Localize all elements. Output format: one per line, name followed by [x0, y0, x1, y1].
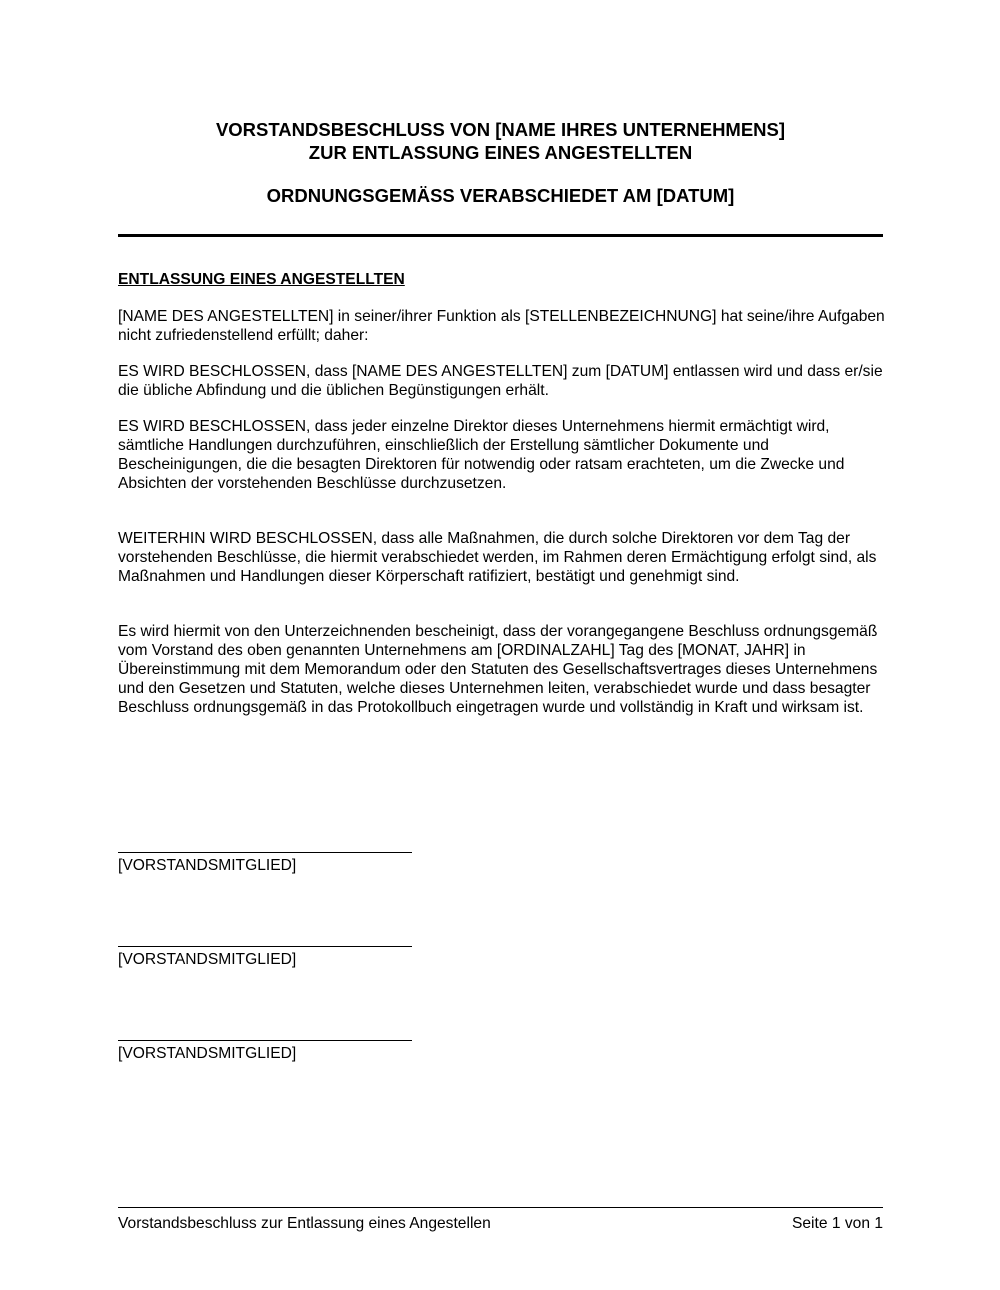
signature-label: [VORSTANDSMITGLIED] [118, 951, 297, 968]
signature-block-3 [118, 1040, 412, 1063]
paragraph-certification: Es wird hiermit von den Unterzeichnenden bescheinigt, dass der vorangegangene Beschluss ordnungsgemäß vom Vorstand des oben genannten Unternehmens am [ORDINALZAHL] Tag des [MONAT, JAHR] in Übereinstimmung mit dem Memorandum oder den Statuten des Gesellschaftsvertrages dieses Unternehmens und den Gesetzen und Statuten, welche dieses Unternehmen leiten, verabschiedet wurde und dass besagter Beschluss ordnungsgemäß in das Protokollbuch eingetragen wurde und vollständig in Kraft und wirksam ist. [118, 623, 878, 716]
signature-block-2 [118, 946, 412, 969]
signature-label: [VORSTANDSMITGLIED] [118, 857, 297, 874]
document-title-line-2: ZUR ENTLASSUNG EINES ANGESTELLTEN [308, 142, 693, 163]
paragraph-employee-performance: [NAME DES ANGESTELLTEN] in seiner/ihrer Funktion als [STELLENBEZEICHNUNG] hat seine/ihre Aufgaben nicht zufriedenstellend erfüllt; daher: [118, 308, 885, 344]
document-title-block [118, 118, 883, 207]
signature-line[interactable] [118, 946, 412, 947]
signature-line[interactable] [118, 1040, 412, 1041]
signature-label: [VORSTANDSMITGLIED] [118, 1045, 297, 1062]
page-footer [118, 1214, 883, 1233]
section-heading: ENTLASSUNG EINES ANGESTELLTEN [118, 271, 405, 288]
paragraph-resolution-dismissal: ES WIRD BESCHLOSSEN, dass [NAME DES ANGESTELLTEN] zum [DATUM] entlassen wird und dass er/sie die übliche Abfindung und die üblichen Begünstigungen erhält. [118, 363, 883, 399]
document-subtitle: ORDNUNGSGEMÄSS VERABSCHIEDET AM [DATUM] [266, 185, 735, 206]
signature-block-1 [118, 852, 412, 875]
document-body [118, 270, 888, 734]
paragraph-resolution-authorization: ES WIRD BESCHLOSSEN, dass jeder einzelne Direktor dieses Unternehmens hiermit ermächtigt wird, sämtliche Handlungen durchzuführen, einschließlich der Erstellung sämtlicher Dokumente und Bescheinigungen, die die besagten Direktoren für notwendig oder ratsam erachteten, um die Zwecke und Absichten der vorstehenden Beschlüsse durchzusetzen. [118, 418, 845, 492]
document-title-line-1: VORSTANDSBESCHLUSS VON [NAME IHRES UNTERNEHMENS] [215, 119, 786, 140]
header-divider [118, 234, 883, 237]
signature-line[interactable] [118, 852, 412, 853]
footer-document-title: Vorstandsbeschluss zur Entlassung eines Angestellen [118, 1215, 491, 1232]
paragraph-resolution-ratification: WEITERHIN WIRD BESCHLOSSEN, dass alle Maßnahmen, die durch solche Direktoren vor dem Tag der vorstehenden Beschlüsse, die hiermit verabschiedet werden, im Rahmen deren Ermächtigung erfolgt sind, als Maßnahmen und Handlungen dieser Körperschaft ratifiziert, bestätigt und genehmigt sind. [118, 530, 877, 585]
footer-divider [118, 1207, 883, 1208]
footer-page-number: Seite 1 von 1 [791, 1215, 883, 1232]
